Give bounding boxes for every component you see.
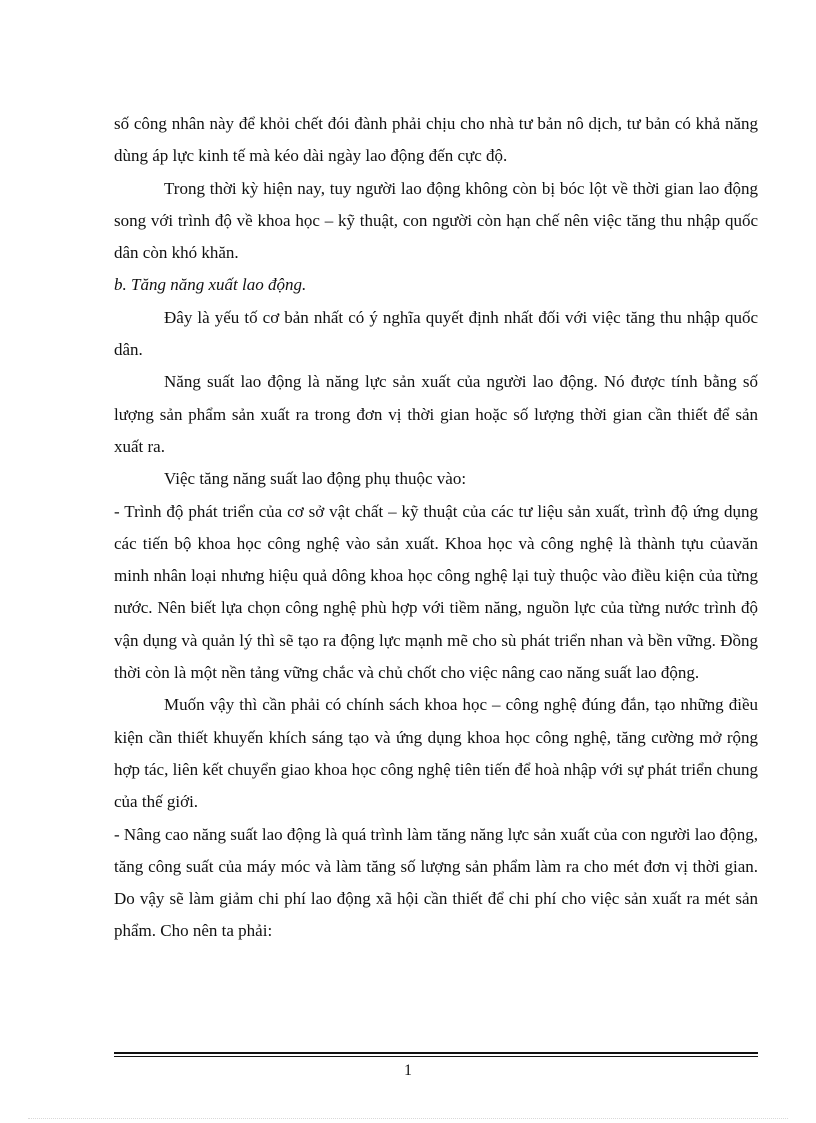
paragraph-depends-on: Việc tăng năng suất lao động phụ thuộc vào:: [164, 469, 467, 489]
paragraph-science-policy: Muốn vậy thì cần phải có chính sách khoa học – công nghệ đúng đắn, tạo những điều kiện cần thiết khuyến khích sáng tạo và ứng dụng khoa học công nghệ, tăng cường mở rộng hợp tác, liên kết chuyển giao khoa học công nghệ tiên tiến để hoà nhập với sự phát triển chung của thế giới.: [114, 695, 758, 812]
bullet-raise-productivity: - Nâng cao năng suất lao động là quá trình làm tăng năng lực sản xuất của con người lao động, tăng công suất của máy móc và làm tăng số lượng sản phẩm làm ra cho mét đơn vị thời gian. Do vậy sẽ làm giảm chi phí lao động xã hội cần thiết để chi phí cho việc sản xuất ra mét sản phẩm. Cho nên ta phải:: [114, 824, 758, 941]
paragraph-productivity-definition: Năng suất lao động là năng lực sản xuất của người lao động. Nó được tính bằng số lượng sản phẩm sản xuất ra trong đơn vị thời gian hoặc số lượng thời gian cần thiết để sản xuất ra.: [114, 372, 758, 456]
page-number: 1: [404, 1062, 412, 1079]
footer-rule-thick: [114, 1052, 758, 1054]
section-heading: b. Tăng năng xuất lao động.: [114, 275, 307, 295]
footer-rule-thin: [114, 1056, 758, 1057]
paragraph-current-period: Trong thời kỳ hiện nay, tuy người lao động không còn bị bóc lột về thời gian lao động song với trình độ về khoa học – kỹ thuật, con người còn hạn chế nên việc tăng thu nhập quốc dân còn khó khăn.: [114, 178, 758, 263]
paragraph-continuation: số công nhân này để khỏi chết đói đành phải chịu cho nhà tư bản nô dịch, tư bản có khả năng dùng áp lực kinh tế mà kéo dài ngày lao động đến cực độ.: [114, 114, 758, 166]
paragraph-key-factor: Đây là yếu tố cơ bản nhất có ý nghĩa quyết định nhất đối với việc tăng thu nhập quốc dân.: [114, 307, 758, 360]
page-bottom-border: [28, 1118, 788, 1119]
bullet-technology-level: - Trình độ phát triển của cơ sở vật chất – kỹ thuật của các tư liệu sản xuất, trình độ ứng dụng các tiến bộ khoa học công nghệ vào sản xuất. Khoa học và công nghệ là thành tựu củavăn minh nhân loại nhưng hiệu quả dông khoa học công nghệ lại tuỳ thuộc vào điều kiện của từng nước. Nên biết lựa chọn công nghệ phù hợp với tiềm năng, nguồn lực của từng nước trình độ vận dụng và quản lý thì sẽ tạo ra động lực mạnh mẽ cho sù phát triển nhan và bền vững. Đồng thời còn là một nền tảng vững chắc và chủ chốt cho việc nâng cao năng suất lao động.: [114, 501, 758, 683]
document-body: [114, 108, 758, 948]
